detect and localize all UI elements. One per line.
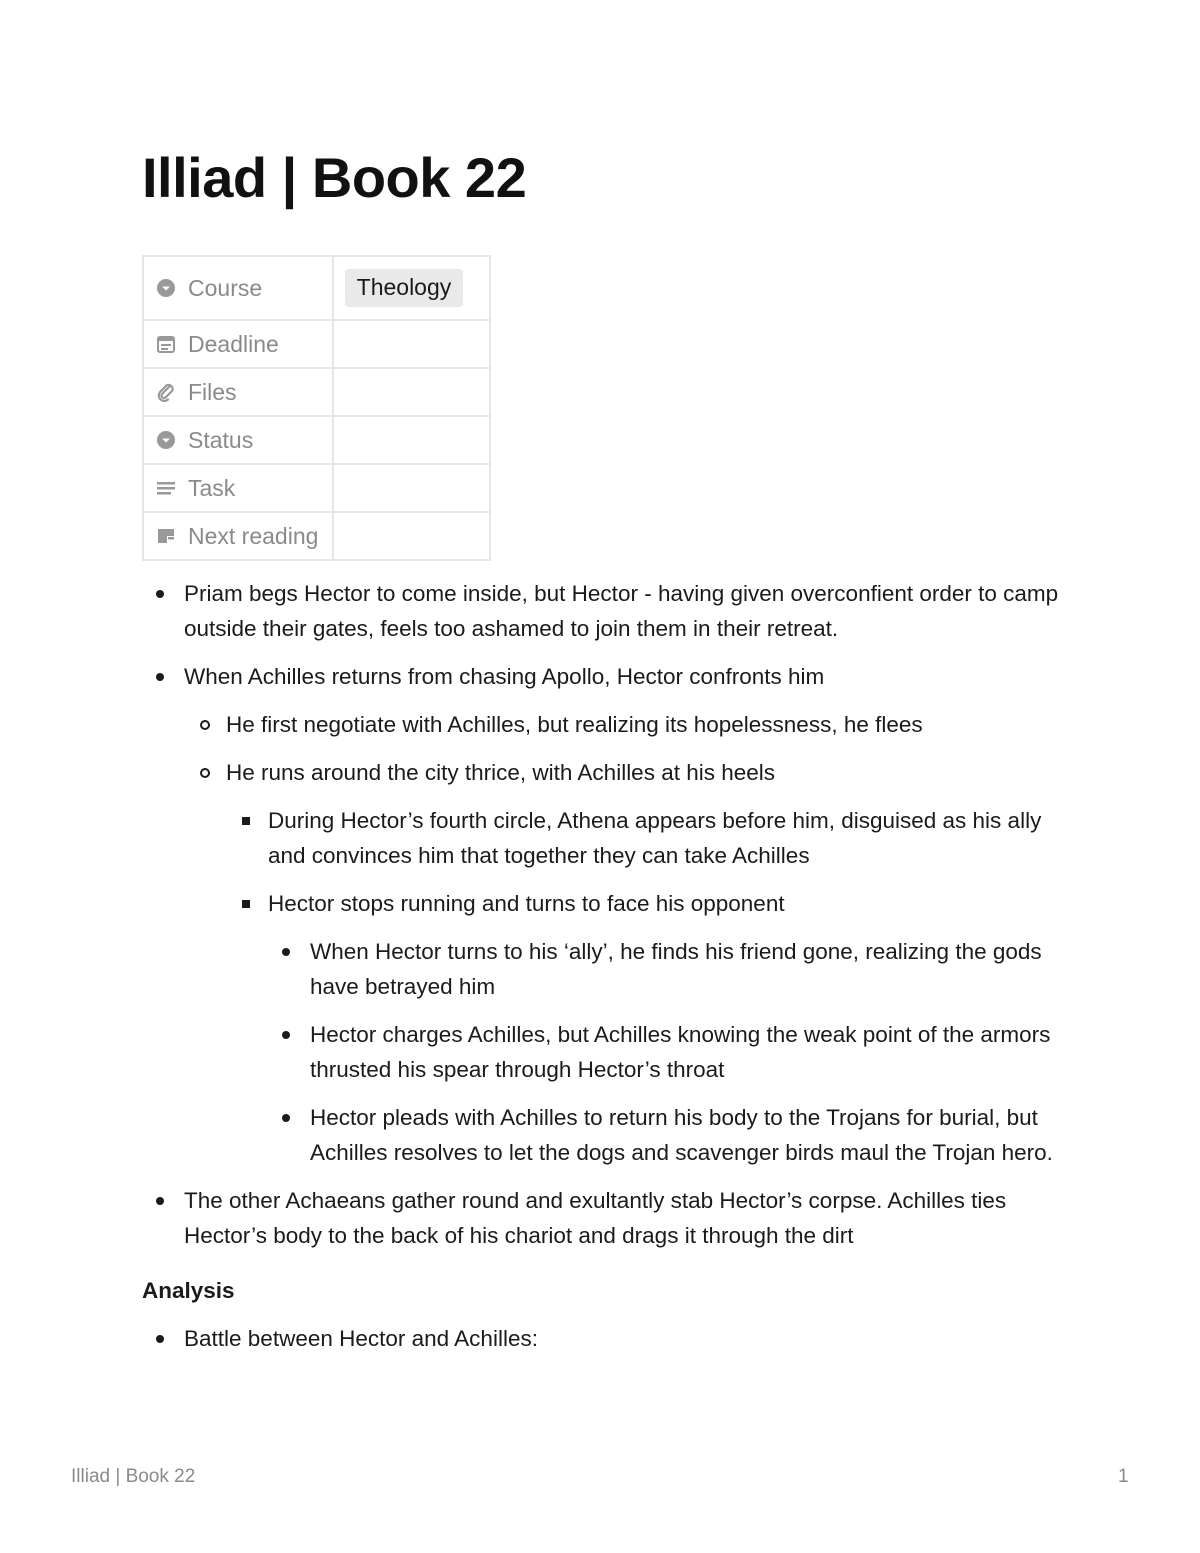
property-label: Deadline: [188, 330, 279, 357]
page-number: 1: [1118, 1466, 1129, 1487]
bullet-list: [268, 934, 1062, 1170]
bullet-dot: [156, 673, 164, 681]
property-label: Next reading: [188, 522, 319, 549]
property-value-task[interactable]: [333, 464, 490, 512]
property-value-next-reading[interactable]: [333, 512, 490, 560]
bullet-list: [184, 707, 1062, 1170]
footer-title: Illiad | Book 22: [71, 1466, 196, 1487]
property-row-next-reading: [143, 512, 490, 560]
list-item: Battle between Hector and Achilles:: [142, 1321, 1062, 1356]
list-item: He runs around the city thrice, with Achilles at his heels During Hector’s fourth circle, Athena appears before him, disguised as his ally and convinces him that together they can take Achilles Hector stops running and turns to face his opponent When Hector turns to his ‘ally’, he finds his friend gone, realizing the gods have betrayed him Hector charges Achilles, but Achilles knowing the weak point of the armors thrusted his spear through Hector’s throat Hector pleads with Achilles to return his body to the Trojans for burial, but Achilles resolves to let the dogs and scavenger birds maul the Trojan hero.: [184, 755, 1062, 1170]
dropdown-circle-icon: [156, 430, 176, 450]
list-item: Hector charges Achilles, but Achilles knowing the weak point of the armors thrusted his spear through Hector’s throat: [268, 1017, 1062, 1087]
property-row-status: [143, 416, 490, 464]
bullet-dot: [156, 1335, 164, 1343]
list-item: When Achilles returns from chasing Apollo, Hector confronts him He first negotiate with Achilles, but realizing its hopelessness, he flees He runs around the city thrice, with Achilles at his heels During Hector’s fourth circle, Athena appears before him, disguised as his ally and convinces him that together they can take Achilles Hector stops running and turns to face his opponent When Hector turns to his ‘ally’, he finds his friend gone, realizing the gods have betrayed him Hector charges Achilles, but Achilles knowing the weak point of the armors thrusted his spear through Hector’s throat Hector pleads with Achilles to return his body to the Trojans for burial, but Achilles resolves to let the dogs and scavenger birds maul the Trojan hero.: [142, 659, 1062, 1170]
property-row-task: [143, 464, 490, 512]
list-item: Priam begs Hector to come inside, but Hector - having given overconfient order to camp outside their gates, feels too ashamed to join them in their retreat.: [142, 576, 1062, 646]
bullet-circle: [200, 768, 210, 778]
property-label: Course: [188, 274, 263, 301]
bullet-list: [142, 1321, 1062, 1356]
bullet-square: [242, 817, 250, 825]
list-item: Hector pleads with Achilles to return his body to the Trojans for burial, but Achilles resolves to let the dogs and scavenger birds maul the Trojan hero.: [268, 1100, 1062, 1170]
property-label: Status: [188, 426, 254, 453]
dropdown-circle-icon: [156, 278, 176, 298]
list-item: The other Achaeans gather round and exultantly stab Hector’s corpse. Achilles ties Hector’s body to the back of his chariot and drags it through the dirt: [142, 1183, 1062, 1253]
property-row-course: [143, 256, 490, 320]
calendar-icon: [156, 334, 176, 354]
property-value-status[interactable]: [333, 416, 490, 464]
relation-icon: [156, 526, 176, 546]
bullet-dot: [282, 1114, 290, 1122]
list-item: He first negotiate with Achilles, but realizing its hopelessness, he flees: [184, 707, 1062, 742]
bullet-square: [242, 900, 250, 908]
bullet-list: [226, 803, 1062, 1170]
bullet-list: [142, 576, 1062, 1253]
bullet-dot: [282, 948, 290, 956]
property-label: Task: [188, 474, 236, 501]
property-value-files[interactable]: [333, 368, 490, 416]
text-lines-icon: [156, 478, 176, 498]
property-row-deadline: [143, 320, 490, 368]
list-item: During Hector’s fourth circle, Athena appears before him, disguised as his ally and convinces him that together they can take Achilles: [226, 803, 1062, 873]
property-row-files: [143, 368, 490, 416]
bullet-dot: [282, 1031, 290, 1039]
analysis-heading: Analysis: [142, 1278, 235, 1303]
property-value-deadline[interactable]: [333, 320, 490, 368]
bullet-dot: [156, 1197, 164, 1205]
list-item: Hector stops running and turns to face his opponent When Hector turns to his ‘ally’, he finds his friend gone, realizing the gods have betrayed him Hector charges Achilles, but Achilles knowing the weak point of the armors thrusted his spear through Hector’s throat Hector pleads with Achilles to return his body to the Trojans for burial, but Achilles resolves to let the dogs and scavenger birds maul the Trojan hero.: [226, 886, 1062, 1170]
property-label: Files: [188, 378, 237, 405]
bullet-dot: [156, 590, 164, 598]
course-tag[interactable]: Theology: [345, 269, 464, 307]
page-title: Illiad | Book 22: [142, 146, 527, 209]
properties-table: [142, 255, 491, 561]
paperclip-icon: [156, 382, 176, 402]
bullet-circle: [200, 720, 210, 730]
list-item: When Hector turns to his ‘ally’, he finds his friend gone, realizing the gods have betrayed him: [268, 934, 1062, 1004]
notes-body: [142, 576, 1062, 1369]
